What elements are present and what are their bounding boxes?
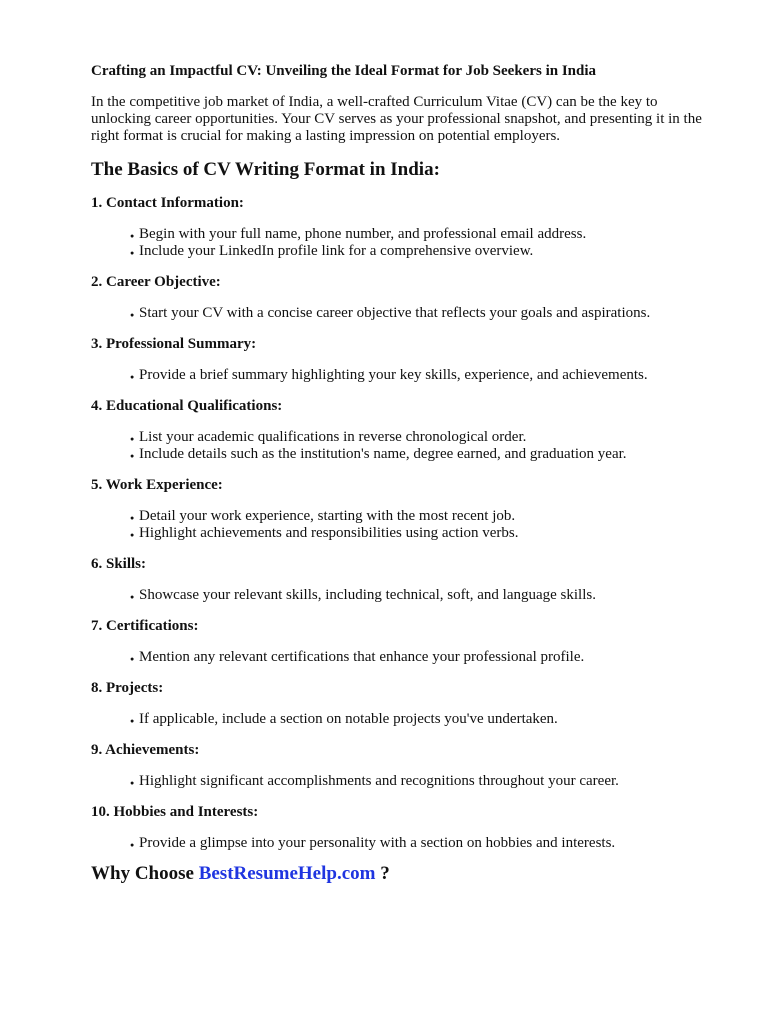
bullet-icon: ●	[130, 311, 135, 319]
bullet-list	[91, 711, 708, 728]
format-items-list	[91, 194, 708, 852]
format-item	[91, 555, 708, 604]
format-item	[91, 803, 708, 852]
bullet-text: If applicable, include a section on notable projects you've undertaken.	[139, 711, 558, 727]
bullet-icon: ●	[130, 655, 135, 663]
format-item	[91, 476, 708, 542]
bullet-list	[91, 367, 708, 384]
bullet-text: Highlight significant accomplishments and recognitions throughout your career.	[139, 773, 619, 789]
bullet-icon: ●	[130, 531, 135, 539]
bullet-text: Detail your work experience, starting with the most recent job.	[139, 508, 516, 524]
bullet-icon: ●	[130, 841, 135, 849]
item-heading: 10. Hobbies and Interests:	[91, 804, 259, 820]
item-heading: 1. Contact Information:	[91, 195, 244, 211]
bullet-icon: ●	[130, 514, 135, 522]
bullet-icon: ●	[130, 779, 135, 787]
item-heading: 7. Certifications:	[91, 618, 199, 634]
list-item	[130, 649, 708, 666]
bullet-list	[91, 429, 708, 463]
list-item	[130, 367, 708, 384]
bullet-text: Showcase your relevant skills, including technical, soft, and language skills.	[139, 587, 596, 603]
list-item	[130, 243, 708, 260]
item-heading: 2. Career Objective:	[91, 274, 221, 290]
format-item	[91, 397, 708, 463]
list-item	[130, 446, 708, 463]
bullet-text: Start your CV with a concise career objective that reflects your goals and aspirations.	[139, 305, 651, 321]
format-item	[91, 741, 708, 790]
bullet-text: List your academic qualifications in reverse chronological order.	[139, 429, 527, 445]
bullet-text: Provide a glimpse into your personality with a section on hobbies and interests.	[139, 835, 616, 851]
item-heading: 8. Projects:	[91, 680, 164, 696]
format-item	[91, 679, 708, 728]
list-item	[130, 429, 708, 446]
list-item	[130, 305, 708, 322]
format-item	[91, 194, 708, 260]
item-heading: 9. Achievements:	[91, 742, 200, 758]
bullet-text: Begin with your full name, phone number, and professional email address.	[139, 226, 587, 242]
bullet-list	[91, 587, 708, 604]
intro-paragraph: In the competitive job market of India, a well-crafted Curriculum Vitae (CV) can be the key to unlocking career opportunities. Your CV serves as your professional snapshot, and presenting it in the right format is crucial for making a lasting impression on potential employers.	[91, 94, 702, 144]
list-item	[130, 711, 708, 728]
section-heading: The Basics of CV Writing Format in India:	[91, 159, 440, 180]
item-heading: 3. Professional Summary:	[91, 336, 257, 352]
document-title: Crafting an Impactful CV: Unveiling the Ideal Format for Job Seekers in India	[91, 63, 597, 79]
bullet-list	[91, 508, 708, 542]
bullet-icon: ●	[130, 249, 135, 257]
bullet-list	[91, 835, 708, 852]
bullet-list	[91, 773, 708, 790]
item-heading: 4. Educational Qualifications:	[91, 398, 283, 414]
item-heading: 5. Work Experience:	[91, 477, 223, 493]
bullet-list	[91, 649, 708, 666]
bullet-icon: ●	[130, 717, 135, 725]
format-item	[91, 335, 708, 384]
list-item	[130, 773, 708, 790]
closing-heading	[91, 863, 708, 885]
list-item	[130, 525, 708, 542]
list-item	[130, 226, 708, 243]
bullet-icon: ●	[130, 232, 135, 240]
list-item	[130, 587, 708, 604]
format-item	[91, 617, 708, 666]
bullet-text: Provide a brief summary highlighting your key skills, experience, and achievements.	[139, 367, 648, 383]
bullet-text: Highlight achievements and responsibilities using action verbs.	[139, 525, 519, 541]
bullet-icon: ●	[130, 593, 135, 601]
bullet-icon: ●	[130, 373, 135, 381]
bullet-text: Mention any relevant certifications that enhance your professional profile.	[139, 649, 585, 665]
bullet-text: Include details such as the institution's name, degree earned, and graduation year.	[139, 446, 627, 462]
closing-prefix: Why Choose	[91, 863, 199, 884]
bullet-list	[91, 305, 708, 322]
bullet-text: Include your LinkedIn profile link for a comprehensive overview.	[139, 243, 534, 259]
bullet-icon: ●	[130, 435, 135, 443]
bullet-icon: ●	[130, 452, 135, 460]
list-item	[130, 508, 708, 525]
item-heading: 6. Skills:	[91, 556, 147, 572]
list-item	[130, 835, 708, 852]
closing-suffix: ?	[375, 863, 390, 884]
bullet-list	[91, 226, 708, 260]
bestresumehelp-link[interactable]: BestResumeHelp.com	[198, 863, 376, 884]
format-item	[91, 273, 708, 322]
